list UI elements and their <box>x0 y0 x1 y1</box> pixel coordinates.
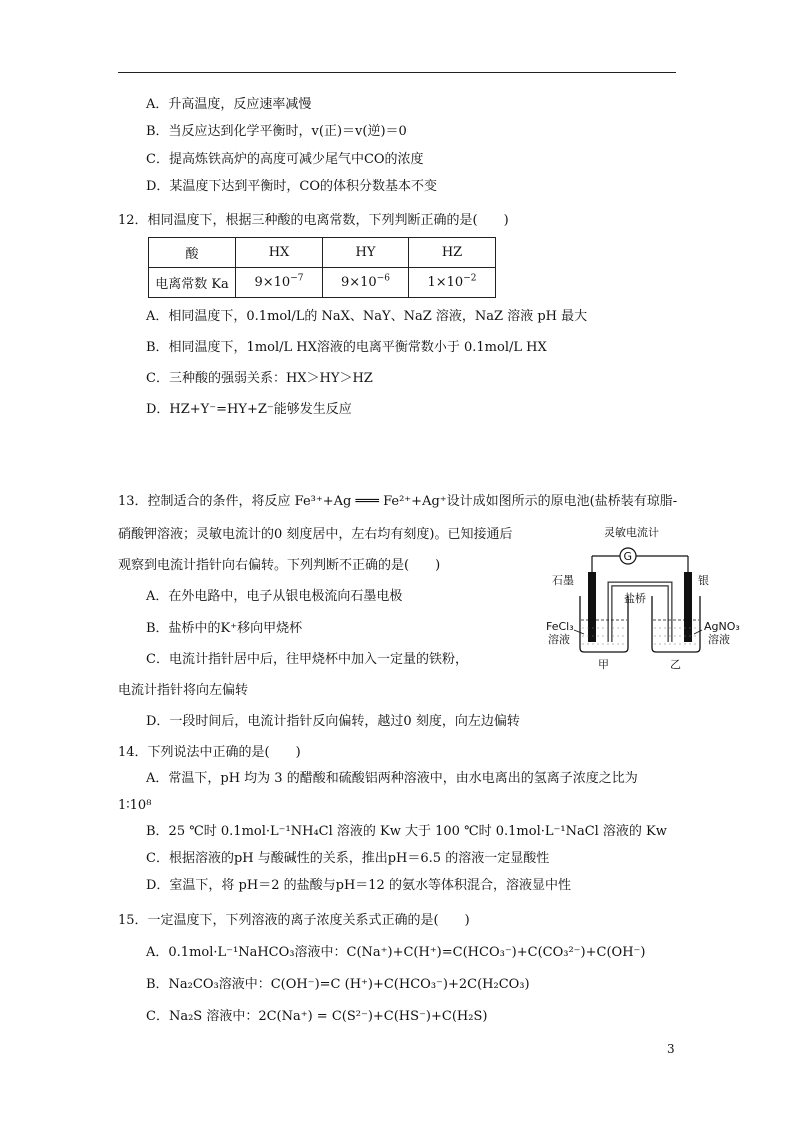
q13-option-c-line1: C．电流计指针居中后，往甲烧杯中加入一定量的铁粉， <box>146 652 468 667</box>
q15-option-c: C．Na₂S 溶液中：2C(Na⁺) = C(S²⁻)+C(HS⁻)+C(H₂S) <box>146 1009 488 1024</box>
q14-stem: 14．下列说法中正确的是( ) <box>118 745 301 760</box>
q12-option-a: A．相同温度下，0.1mol/L的 NaX、NaY、NaZ 溶液，NaZ 溶液 pH 最大 <box>146 309 588 324</box>
q13-stem-line2: 硝酸钾溶液；灵敏电流计的0 刻度居中，左右均有刻度)。已知接通后 <box>118 527 513 542</box>
q13-option-d: D．一段时间后，电流计指针反向偏转，越过0 刻度，向左边偏转 <box>146 714 520 729</box>
leader-line <box>574 630 584 634</box>
q13-option-b: B．盐桥中的K⁺移向甲烧杯 <box>146 621 303 636</box>
silver-label: 银 <box>698 574 709 587</box>
q15-stem: 15．一定温度下，下列溶液的离子浓度关系式正确的是( ) <box>118 913 470 928</box>
q11-option-c: C．提高炼铁高炉的高度可减少尾气中CO的浓度 <box>146 152 424 167</box>
agno3-label: AgNO₃ <box>704 620 740 633</box>
table-header-cell: 酸 <box>149 238 236 268</box>
q14-option-a-line2: 1∶10⁸ <box>118 798 152 813</box>
ka-exponent: −7 <box>290 273 304 284</box>
q13-option-a: A．在外电路中，电子从银电极流向石墨电极 <box>146 589 403 604</box>
silver-electrode <box>684 572 692 642</box>
q12-option-b: B．相同温度下，1mol/L HX溶液的电离平衡常数小于 0.1mol/L HX <box>146 340 547 355</box>
q14-option-a-line1: A．常温下，pH 均为 3 的醋酸和硫酸铝两种溶液中，由水电离出的氢离子浓度之比为 <box>146 771 638 786</box>
ka-value: 9×10 <box>341 275 377 290</box>
beaker-jia-label: 甲 <box>598 658 609 671</box>
q13-stem-line3: 观察到电流计指针向右偏转。下列判断不正确的是( ) <box>118 558 441 573</box>
table-row <box>149 238 496 268</box>
fecl3-solution-label: 溶液 <box>548 633 570 646</box>
table-header-cell: HY <box>323 238 409 268</box>
q13-option-c-line2: 电流计指针将向左偏转 <box>118 683 249 698</box>
ka-value: 9×10 <box>254 275 291 290</box>
ka-exponent: −2 <box>463 273 477 284</box>
table-cell <box>236 268 323 298</box>
table-cell <box>323 268 409 298</box>
galvanic-cell-diagram <box>544 524 764 672</box>
q12-option-d: D．HZ+Y⁻=HY+Z⁻能够发生反应 <box>146 402 352 417</box>
graphite-electrode <box>588 572 596 642</box>
galvanometer-letter: G <box>623 550 633 563</box>
table-header-cell: HX <box>236 238 323 268</box>
agno3-solution-label: 溶液 <box>708 633 730 646</box>
ka-exponent: −6 <box>376 273 390 284</box>
ka-value: 1×10 <box>427 275 464 290</box>
table-header-cell: HZ <box>409 238 496 268</box>
q13-stem-line1: 13．控制适合的条件，将反应 Fe³⁺+Ag ═══ Fe²⁺+Ag⁺设计成如图所示的原电池(盐桥装有琼脂- <box>118 494 678 509</box>
q11-option-b: B．当反应达到化学平衡时，v(正)＝v(逆)＝0 <box>146 124 407 139</box>
q12-option-c: C．三种酸的强弱关系：HX＞HY＞HZ <box>146 371 373 386</box>
q11-option-d: D．某温度下达到平衡时，CO的体积分数基本不变 <box>146 179 438 194</box>
beaker-left <box>580 596 628 652</box>
beaker-yi-label: 乙 <box>670 658 681 671</box>
table-cell <box>409 268 496 298</box>
q12-stem: 12．相同温度下，根据三种酸的电离常数，下列判断正确的是( ) <box>118 213 509 228</box>
q11-option-a: A．升高温度，反应速率减慢 <box>146 97 312 112</box>
salt-bridge-label: 盐桥 <box>624 592 646 605</box>
table-row-label: 电离常数 Ka <box>149 268 236 298</box>
graphite-label: 石墨 <box>552 574 574 587</box>
q15-option-a: A．0.1mol·L⁻¹NaHCO₃溶液中：C(Na⁺)+C(H⁺)=C(HCO₃⁻)+C(CO₃²⁻)+C(OH⁻) <box>146 945 646 960</box>
leader-line <box>694 630 702 634</box>
header-rule <box>118 72 676 73</box>
ka-table <box>148 237 496 298</box>
beaker-right <box>652 596 700 652</box>
fecl3-label: FeCl₃ <box>546 620 574 633</box>
meter-label: 灵敏电流计 <box>604 526 659 539</box>
q14-option-d: D．室温下，将 pH＝2 的盐酸与pH＝12 的氨水等体积混合，溶液显中性 <box>146 878 571 893</box>
table-row <box>149 268 496 298</box>
q14-option-c: C．根据溶液的pH 与酸碱性的关系，推出pH＝6.5 的溶液一定显酸性 <box>146 851 550 866</box>
page-number: 3 <box>667 1042 675 1056</box>
q14-option-b: B．25 ℃时 0.1mol·L⁻¹NH₄Cl 溶液的 Kw 大于 100 ℃时 0.1mol·L⁻¹NaCl 溶液的 Kw <box>146 824 667 839</box>
q15-option-b: B．Na₂CO₃溶液中：C(OH⁻)=C (H⁺)+C(HCO₃⁻)+2C(H₂CO₃) <box>146 977 530 992</box>
